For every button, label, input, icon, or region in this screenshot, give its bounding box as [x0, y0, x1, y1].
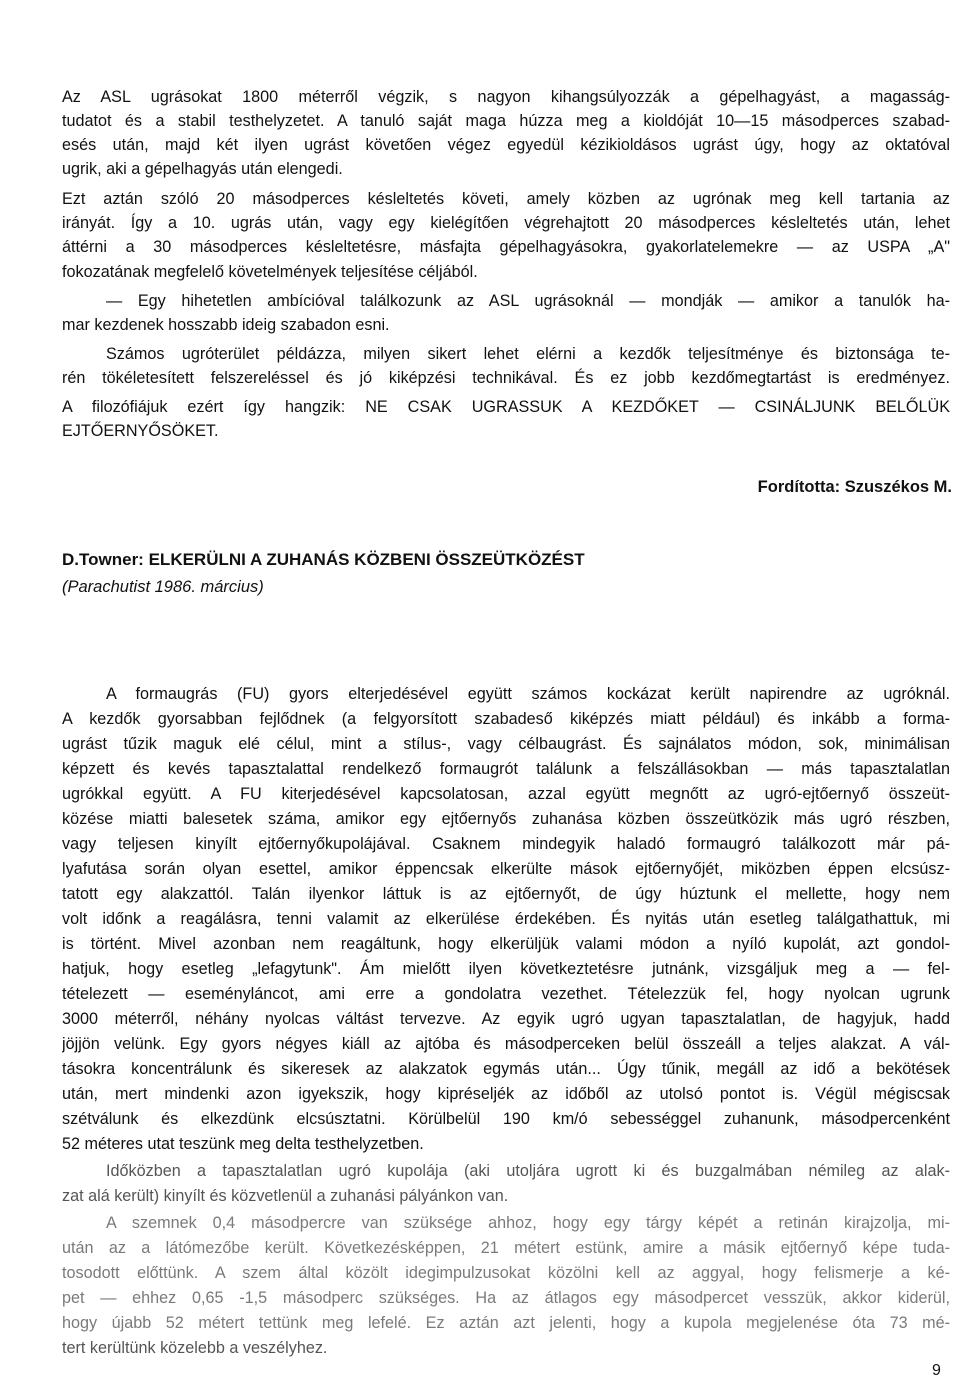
paragraph-line: jöjjön velünk. Egy gyors négyes kiáll az ajtóba és másodperceken belül összeáll a teljes alakzat. A vál- — [62, 1035, 950, 1053]
paragraph-line: tételezett — eseményláncot, ami erre a gondolatra vezethet. Tételezzük fel, hogy nyolcan ugrunk — [62, 985, 950, 1003]
article-title: ELKERÜLNI A ZUHANÁS KÖZBENI ÖSSZEÜTKÖZÉST — [148, 550, 585, 569]
paragraph-line: után, mert mindenki azon igyekszik, hogy kipréseljék az időből az utolsó pontot is. Végül mégiscsak — [62, 1085, 950, 1103]
paragraph-line: zat alá került) kinyílt és közvetlenül a zuhanási pályánkon van. — [62, 1187, 509, 1205]
paragraph-line: ugrókkal együtt. A FU kiterjedésével kapcsolatosan, azzal együtt megnőtt az ugró-ejtőernyő összeüt- — [62, 785, 950, 803]
paragraph-line: tatott egy alakzattól. Talán ilyenkor láttuk is az ejtőernyőt, de úgy húztunk el mellette, hogy nem — [62, 885, 950, 903]
paragraph-line: tert kerültünk közelebb a veszélyhez. — [62, 1339, 328, 1357]
paragraph-line: Számos ugróterület példázza, milyen sikert lehet elérni a kezdők teljesítménye és biztonsága te- — [106, 345, 950, 363]
paragraph-line: tásokra koncentrálunk és sikeresek az alakzatok egymás után... Úgy tűnik, megáll az idő a bekötések — [62, 1060, 950, 1078]
paragraph-line: után az a látómezőbe került. Következésképpen, 21 métert estünk, amire a másik ejtőernyő képe tuda- — [62, 1239, 950, 1257]
paragraph-line: volt időnk a reagálásra, tenni valamit az elkerülése érdekében. És nyitás után esetleg találgathattuk, mi — [62, 910, 950, 928]
paragraph-line: pet — ehhez 0,65 -1,5 másodperc szükséges. Ha az átlagos egy másodpercet vesszük, akkor kiderül, — [62, 1289, 950, 1307]
paragraph-line: lyafutása során olyan esettel, amikor éppencsak elkerülte mások ejtőernyőjét, miközben éppen elcsúsz- — [62, 860, 950, 878]
paragraph-line: rén tökéletesített felszereléssel és jó kiképzési technikával. És ez jobb kezdőmegtartást is eredményez. — [62, 369, 950, 387]
paragraph-line: fokozatának megfelelő követelmények teljesítése céljából. — [62, 263, 478, 281]
paragraph-line: képzett és kevés tapasztalattal rendelkező formaugrót találunk a felszállásokban — más tapasztalatlan — [62, 760, 950, 778]
paragraph-line: hogy újabb 52 métert tettünk meg lefelé. Ez aztán azt jelenti, hogy a kupola megjelenése óta 73 mé- — [62, 1314, 950, 1332]
paragraph-line: közése miatti balesetek száma, amikor egy ejtőernyős zuhanása közben összeütközik más ugró részben, — [62, 810, 950, 828]
paragraph-line: vagy teljesen kinyílt ejtőernyőkupolájával. Csaknem mindegyik haladó formaugró találkozott már pá- — [62, 835, 950, 853]
paragraph-line: szétválunk és elkezdünk elcsúsztatni. Körülbelül 190 km/ó sebességgel zuhanunk, másodpercenként — [62, 1110, 950, 1128]
translator-signature: Fordította: Szuszékos M. — [757, 478, 952, 496]
article-source: (Parachutist 1986. március) — [62, 578, 264, 596]
paragraph-line: A formaugrás (FU) gyors elterjedésével együtt számos kockázat került napirendre az ugróknál. — [106, 685, 950, 703]
paragraph-line: Időközben a tapasztalatlan ugró kupolája (aki utoljára ugrott ki és buzgalmában némileg az alak- — [106, 1162, 950, 1180]
paragraph-line: áttérni a 30 másodperces késleltetésre, másfajta gépelhagyásokra, gyakorlatelemekre — az USPA „A" — [62, 238, 950, 256]
paragraph-line: tudatot és a stabil testhelyzetet. A tanuló saját maga húzza meg a kioldóját 10—15 másodperces szabad- — [62, 112, 950, 130]
paragraph-line: A kezdők gyorsabban fejlődnek (a felgyorsított szabadeső kiképzés miatt például) és inkább a forma- — [62, 710, 950, 728]
paragraph-line: — Egy hihetetlen ambícióval találkozunk az ASL ugrásoknál — mondják — amikor a tanulók ha- — [106, 292, 950, 310]
paragraph-line: irányát. Így a 10. ugrás után, vagy egy kielégítően végrehajtott 20 másodperces késleltetés után, lehet — [62, 214, 950, 232]
paragraph-line: EJTŐERNYŐSÖKET. — [62, 422, 219, 440]
paragraph-line: 3000 méterről, néhány nyolcas váltást tervezve. Az egyik ugró ugyan tapasztalatlan, de hagyjuk, hadd — [62, 1010, 950, 1028]
paragraph-line: mar kezdenek hosszabb ideig szabadon esni. — [62, 316, 390, 334]
page-number: 9 — [932, 1362, 941, 1379]
paragraph-line: hatjuk, hogy esetleg „lefagytunk". Ám mielőtt ilyen következtetésre jutnánk, vizsgáljuk meg a — fel- — [62, 960, 950, 978]
paragraph-line: Ezt aztán szóló 20 másodperces késleltetés követi, amely közben az ugrónak meg kell tartania az — [62, 190, 950, 208]
paragraph-line: 52 méteres utat teszünk meg delta testhelyzetben. — [62, 1135, 424, 1153]
paragraph-line: esés után, majd két ilyen ugrást követően végez egyedül kézikioldásos ugrást úgy, hogy az oktatóval — [62, 136, 950, 154]
paragraph-line: ugrást tűzik maguk elé célul, mint a stílus-, vagy célbaugrást. És sajnálatos módon, sok, minimálisan — [62, 735, 950, 753]
paragraph-line: A szemnek 0,4 másodpercre van szüksége ahhoz, hogy egy tárgy képét a retinán kirajzolja, mi- — [106, 1214, 950, 1232]
paragraph-line: Az ASL ugrásokat 1800 méterről végzik, s nagyon kihangsúlyozzák a gépelhagyást, a magasság- — [62, 88, 950, 106]
paragraph-line: is történt. Mivel azonban nem reagáltunk, hogy elkerüljük valami módon a nyíló kupolát, azt gondol- — [62, 935, 950, 953]
article-heading — [62, 550, 585, 570]
paragraph-line: ugrik, aki a gépelhagyás után elengedi. — [62, 160, 343, 178]
article-author: D.Towner: — [62, 550, 144, 569]
paragraph-line: tosodott előttünk. A szem által közölt idegimpulzusokat közölni kell az aggyal, hogy felismerje a ké- — [62, 1264, 950, 1282]
paragraph-line: A filozófiájuk ezért így hangzik: NE CSAK UGRASSUK A KEZDŐKET — CSINÁLJUNK BELŐLÜK — [62, 398, 950, 416]
